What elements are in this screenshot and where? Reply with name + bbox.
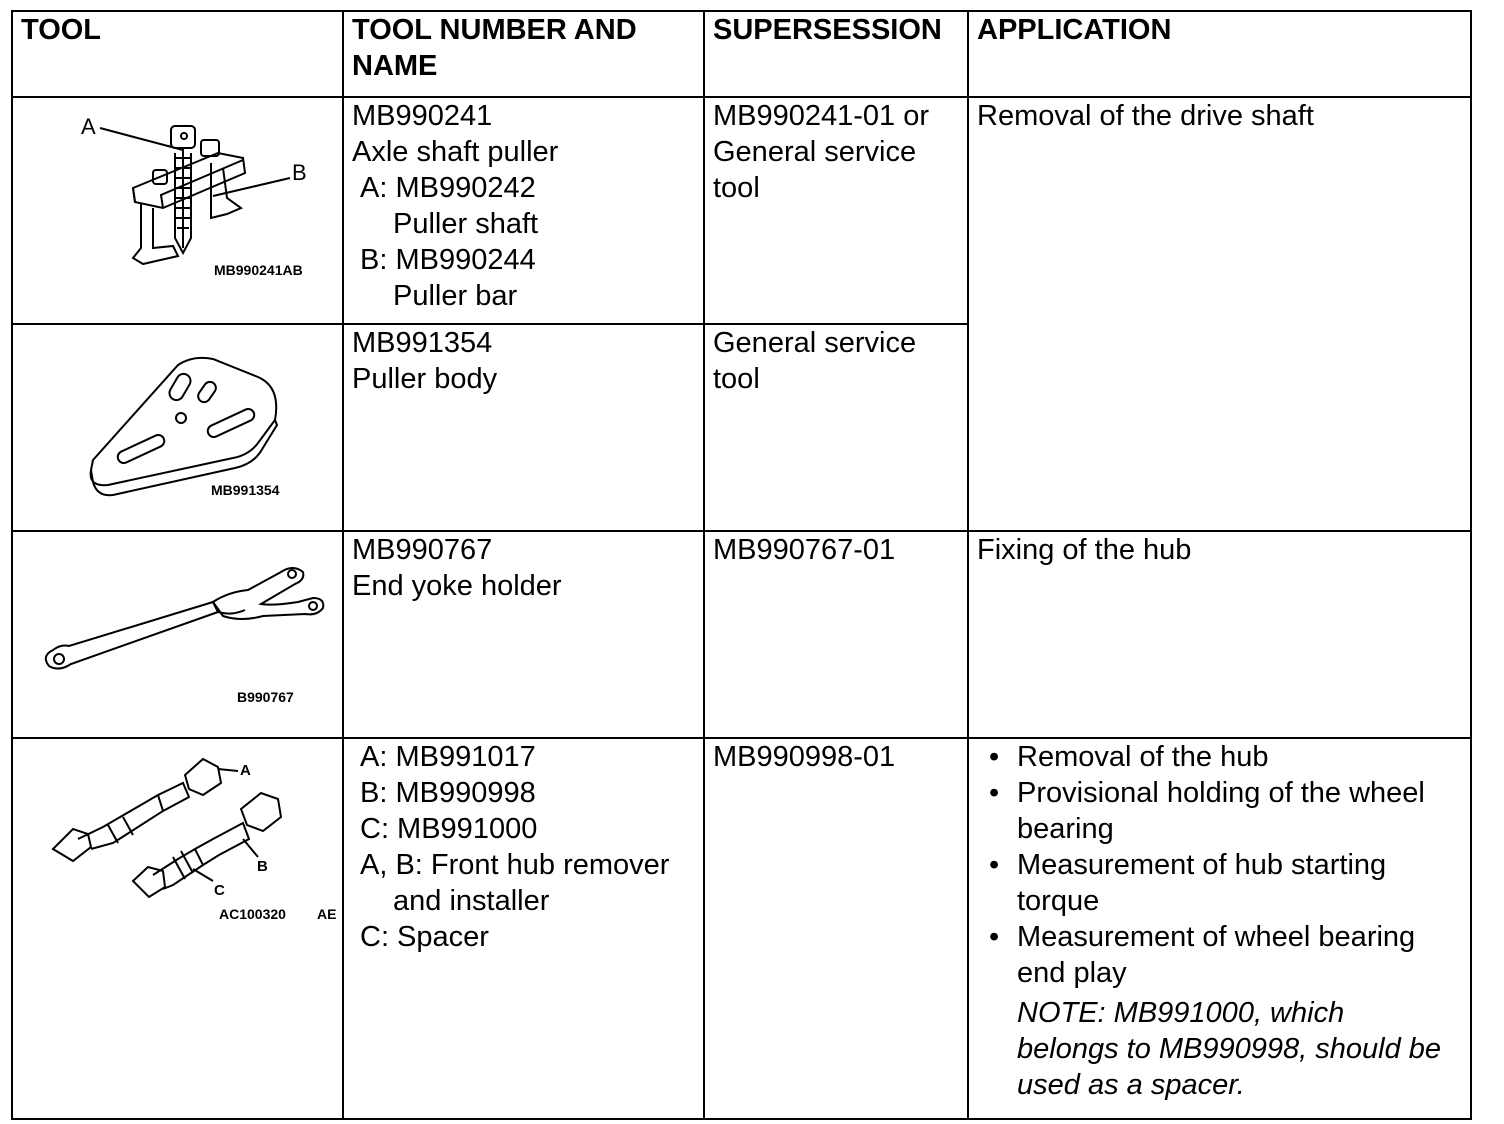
table-row — [12, 738, 1471, 1119]
puller-body-drawing — [13, 325, 344, 532]
puller-body-illustration — [12, 324, 343, 531]
supersession-cell: MB990998-01 — [704, 738, 968, 1119]
tool-number-cell: MB990767 End yoke holder — [343, 531, 704, 738]
image-caption-suffix: AE — [317, 906, 337, 922]
front-hub-remover-drawing — [13, 739, 344, 1120]
callout-a-label: A — [81, 114, 96, 139]
callout-b-label: B — [257, 858, 268, 875]
header-tool-number-name: TOOL NUMBER AND NAME — [343, 11, 704, 97]
application-bullet-list — [977, 739, 1462, 991]
list-item: • Provisional holding of the wheel bearing — [977, 775, 1462, 847]
tool-number-cell: A: MB991017 B: MB990998 C: MB991000 A, B: Front hub remover and installer C: Spacer — [343, 738, 704, 1119]
callout-c-label: C — [214, 882, 225, 899]
header-supersession: SUPERSESSION — [704, 11, 968, 97]
tool-number-cell: MB991354 Puller body — [343, 324, 704, 531]
callout-b-label: B — [292, 160, 307, 185]
tool-number-cell: MB990241 Axle shaft puller A: MB990242 Puller shaft B: MB990244 Puller bar — [343, 97, 704, 324]
callout-a-label: A — [240, 762, 251, 779]
list-item: • Measurement of hub starting torque — [977, 847, 1462, 919]
axle-shaft-puller-illustration — [12, 97, 343, 324]
list-item: • Measurement of wheel bearing end play — [977, 919, 1462, 991]
header-application: APPLICATION — [968, 11, 1471, 97]
supersession-cell: MB990241-01 or General service tool — [704, 97, 968, 324]
table-row — [12, 531, 1471, 738]
table-row — [12, 97, 1471, 324]
front-hub-remover-illustration — [12, 738, 343, 1119]
end-yoke-holder-drawing — [13, 532, 344, 739]
application-cell — [968, 738, 1471, 1119]
application-cell: Fixing of the hub — [968, 531, 1471, 738]
image-caption: MB991354 — [211, 482, 280, 498]
note-text: NOTE: MB991000, which belongs to MB990998, should be used as a spacer. — [1017, 997, 1442, 1101]
axle-shaft-puller-drawing — [13, 98, 344, 325]
header-row — [12, 11, 1471, 97]
special-tools-table — [11, 10, 1472, 1120]
application-cell: Removal of the drive shaft — [968, 97, 1471, 531]
supersession-cell: General service tool — [704, 324, 968, 531]
image-caption: AC100320 — [219, 906, 286, 922]
header-tool: TOOL — [12, 11, 343, 97]
image-caption: B990767 — [237, 689, 294, 705]
image-caption: MB990241AB — [214, 262, 303, 278]
list-item: • Removal of the hub — [977, 739, 1462, 775]
end-yoke-holder-illustration — [12, 531, 343, 738]
supersession-cell: MB990767-01 — [704, 531, 968, 738]
